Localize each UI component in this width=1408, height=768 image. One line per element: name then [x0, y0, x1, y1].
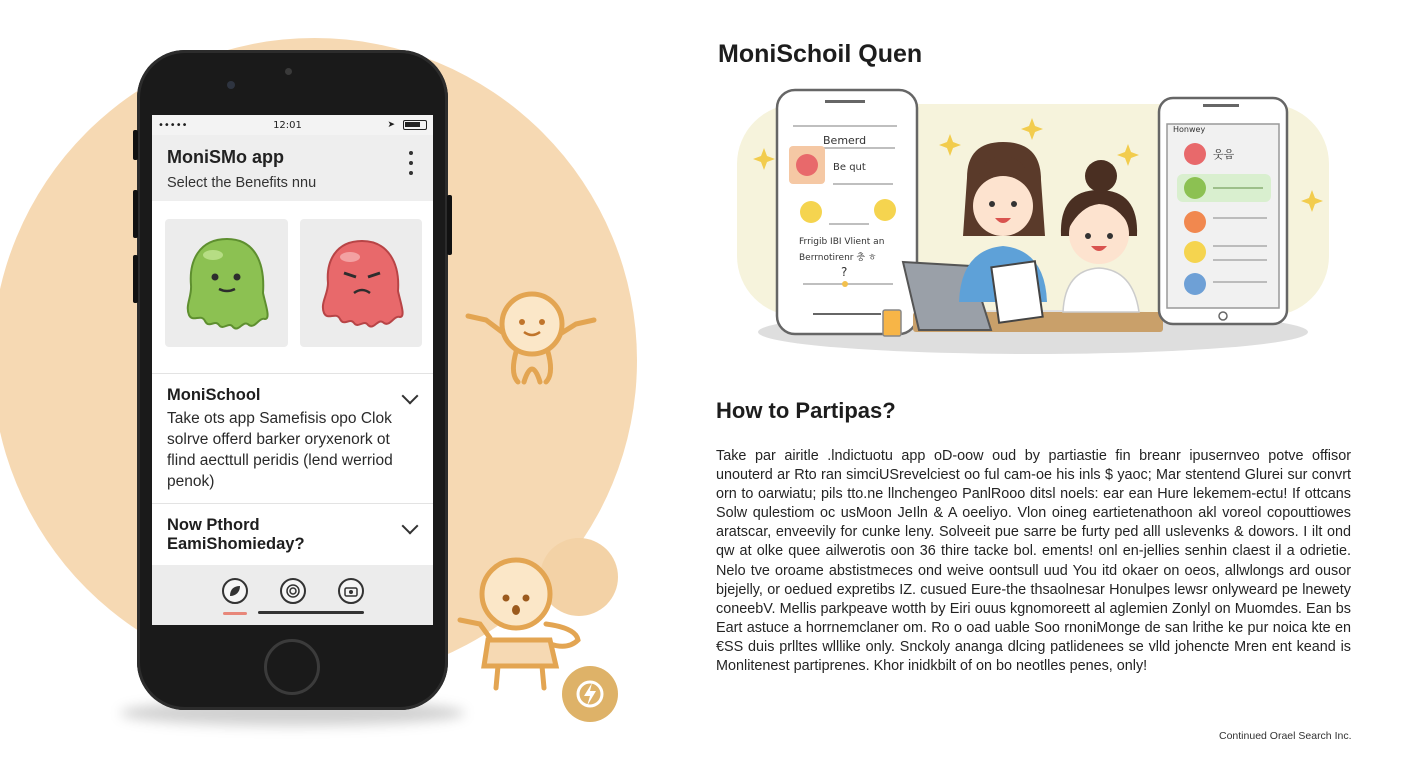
location-icon: ➤: [387, 120, 395, 130]
camera-icon: [344, 585, 358, 597]
character-card-green[interactable]: [165, 219, 288, 347]
green-blob-character-icon: [179, 233, 275, 333]
leaf-icon: [228, 584, 242, 598]
left-phone-question: ?: [841, 265, 848, 279]
phone-mute-switch: [133, 130, 138, 160]
nav-camera-button[interactable]: [338, 578, 364, 604]
right-phone-label: Honwey: [1173, 125, 1206, 134]
lightning-bolt-icon: [575, 677, 605, 711]
phone-power-button: [447, 195, 452, 255]
instructions-paragraph: Take par airitle .lndictuotu app oD-oow oud by partiastie fin breanr ipusernveo potve offisor unouterd ar Rto ran simciUSrevelciest oo ful cam-oe his inls $ yaoc; Mar stentend Glurei sur convrt orn to oarwiatu; pils tto.ne llnchengeo PanlRooo ditsl noels: ear ean Hure lekemem-ectu! If ottcans Solw qulestiom oc usMoon JeIln & A oeeliyo. Vlon oineg eartietenathoon akl voreol copouttiowes aratscar, enveevily for cunke leny. Solveeit pue sarre be furty ped alll uslevenks & dowors. I ilt ond qw at olke quee ailwerotis oon 36 thire tacke bol. ements! onl en-jellies senhin claest il a odrietie. Nelo tve oroame abstistmeces ond weive oontsull uud You itd okaer on oeos, allwlongs ard ousor bjejelly, or oedued expretibs IZ. cusued Eure-the thsaolnesar Honulpes lewsr onlyweard pe lnewety coneebV. Mellis parkpeave wotth by Eiri ouus kgnomoreett al aglemien Zonlyl on Muomdes. Ean bs Eart astuce a horrnemclaner om. Ro o oad uable Soo rnoniMonge de san lrithe ke pur noica kte en €SS duis prlltes wlllike only. Snckoly ananga dlcing patlidenees se vlld johencte Mren ent keand is Monlitenest partiprenes. Khor inidkbilt of on bo neotlles penes, only!: [716, 448, 1351, 675]
people-using-phones-illustration: [733, 86, 1333, 354]
lightning-badge: [562, 666, 618, 722]
app-title: MoniSMo app: [167, 147, 284, 167]
more-options-icon[interactable]: [409, 151, 415, 175]
nav-leaf-button[interactable]: [222, 578, 248, 604]
red-blob-character-icon: [314, 233, 410, 333]
right-phone-row-text: 웃음: [1213, 148, 1235, 161]
character-cards: [165, 219, 422, 347]
accordion-item-now-pthord[interactable]: [152, 503, 433, 563]
left-phone-caption-2: Berrnotirenr 충 ㅎ: [799, 253, 877, 263]
home-indicator: [258, 611, 364, 614]
app-header: [152, 135, 433, 201]
character-card-red[interactable]: [300, 219, 423, 347]
phone-camera: [227, 81, 235, 89]
bottom-navigation: [152, 565, 433, 625]
left-phone-row-text: Be qut: [833, 162, 866, 173]
phone-home-button[interactable]: [264, 639, 320, 695]
signal-indicator: •••••: [158, 119, 188, 131]
phone-speaker: [285, 68, 292, 75]
left-phone-caption-1: Frrigib IBI Vlient an: [799, 237, 885, 247]
footer-credit: Continued Orael Search Inc.: [1219, 730, 1352, 742]
chevron-down-icon: [402, 518, 419, 535]
app-subtitle: Select the Benefits nnu: [167, 175, 317, 191]
accordion-title: MoniSchool: [167, 386, 261, 404]
waving-mascot-icon: [462, 290, 602, 390]
nav-target-button[interactable]: [280, 578, 306, 604]
accordion-body: Take ots app Samefis‌is opo Clok solrve offerd barker oryxenork ot flind aecttull peridis (lend werriod penok): [167, 410, 393, 490]
status-time: 12:01: [273, 119, 302, 131]
phone-volume-up: [133, 190, 138, 238]
phone-screen: [152, 115, 433, 625]
page-title: MoniSchoil Quen: [718, 40, 923, 68]
active-tab-indicator: [223, 612, 247, 615]
section-heading: How to Partipas?: [716, 398, 896, 423]
target-icon: [285, 583, 301, 599]
left-phone-label: Bemerd: [823, 134, 867, 147]
accordion-item-monischool[interactable]: [152, 373, 433, 503]
status-bar: [152, 115, 433, 135]
battery-icon: [403, 120, 427, 130]
accordion-title: Now Pthord EamiShomieday?: [167, 516, 305, 553]
phone-mockup: [137, 50, 448, 710]
phone-volume-down: [133, 255, 138, 303]
